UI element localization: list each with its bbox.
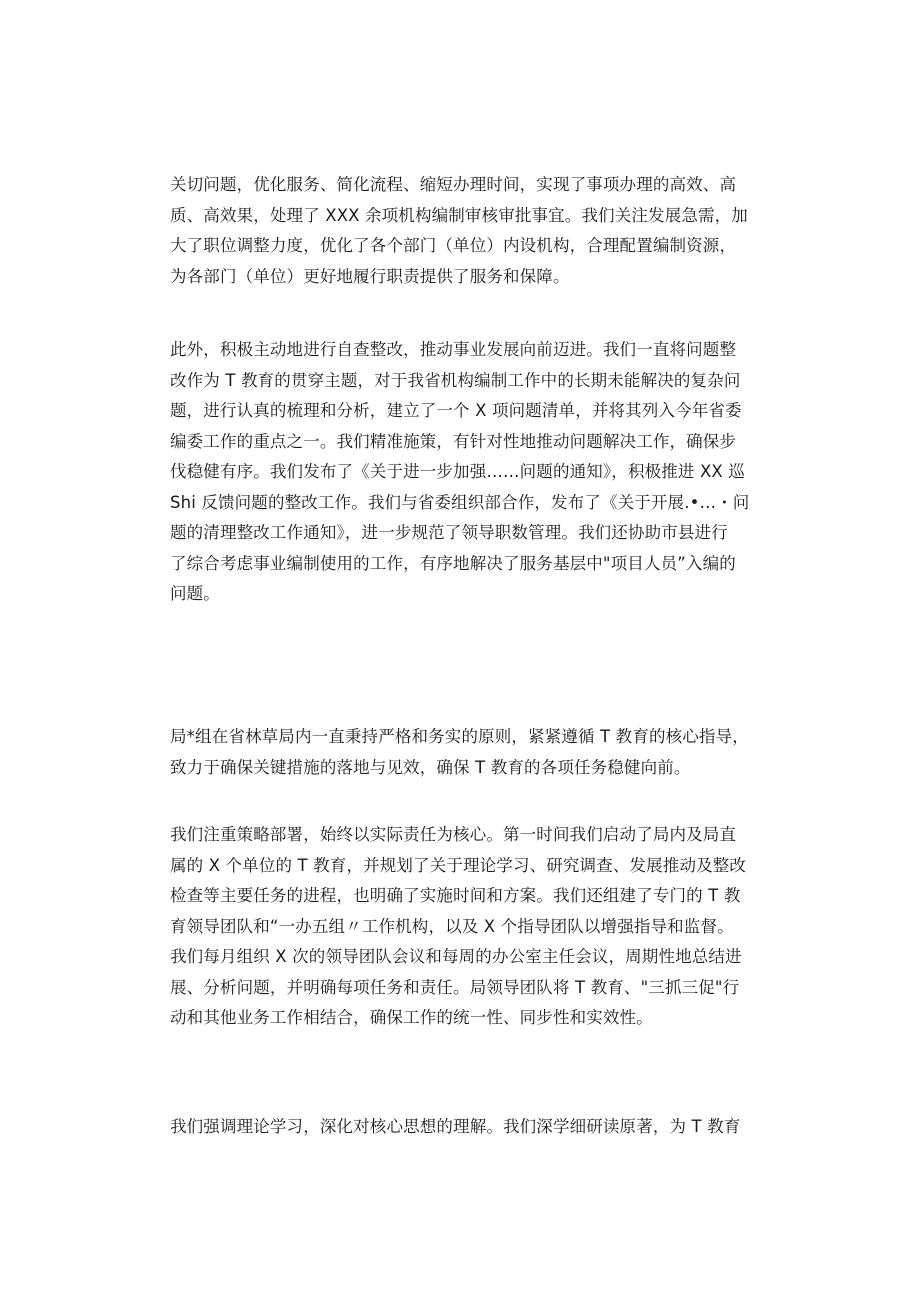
text-line: 此外，积极主动地进行自查整改，推动事业发展向前迈进。我们一直将问题整 <box>170 340 737 359</box>
text-line: 题，进行认真的梳理和分析，建立了一个 X 项问题清单，并将其列入今年省委 <box>170 401 742 420</box>
text-line: 编委工作的重点之一。我们精准施策，有针对性地推动问题解决工作，确保步 <box>170 431 737 451</box>
text-line: 伐稳健有序。我们发布了《关于进一步加强……问题的通知》，积极推进 XX 巡 <box>170 462 745 481</box>
text-line: 检查等主要任务的进程，也明确了实施时间和方案。我们还组建了专门的 T 教 <box>170 886 741 905</box>
text-line: 动和其他业务工作相结合，确保工作的统一性、同步性和实效性。 <box>170 1008 653 1027</box>
paragraph-theory-study <box>170 1112 775 1143</box>
text-line: 大了职位调整力度，优化了各个部门（单位）内设机构，合理配置编制资源， <box>170 236 737 255</box>
text-line: 育领导团队和“一办五组〃工作机构，以及 X 个指导团队以增强指导和监督。 <box>170 916 734 936</box>
paragraph-strategy-deployment <box>170 820 775 1034</box>
text-line: 题的清理整改工作通知》，进一步规范了领导职数管理。我们还协助市县进行 <box>170 523 728 542</box>
paragraph-bureau-principles <box>170 722 775 783</box>
paragraph-service-optimization <box>170 170 775 292</box>
text-line: 致力于确保关键措施的落地与见效，确保 T 教育的各项任务稳健向前。 <box>170 757 691 777</box>
text-line: 局*组在省林草局内一直秉持严格和务实的原则，紧紧遵循 T 教育的核心指导， <box>170 727 749 746</box>
paragraph-self-rectification <box>170 335 775 610</box>
text-line: Shi 反馈问题的整改工作。我们与省委组织部合作，发布了《关于开展.•…・问 <box>170 492 750 512</box>
text-line: 了综合考虑事业编制使用的工作，有序地解决了服务基层中"项目人员”入编的 <box>170 553 736 573</box>
text-line: 展、分析问题，并明确每项任务和责任。局领导团队将 T 教育、"三抓三促"行 <box>170 977 740 997</box>
text-line: 属的 X 个单位的 T 教育，并规划了关于理论学习、研究调查、发展推动及整改 <box>170 855 747 875</box>
text-line: 关切问题，优化服务、简化流程、缩短办理时间，实现了事项办理的高效、高 <box>170 175 737 194</box>
text-line: 我们注重策略部署，始终以实际责任为核心。第一时间我们启动了局内及局直 <box>170 825 737 844</box>
text-line: 问题。 <box>170 584 220 603</box>
text-line: 质、高效果，处理了 XXX 余项机构编制审核审批事宜。我们关注发展急需，加 <box>170 205 748 225</box>
text-line: 改作为 T 教育的贯穿主题，对于我省机构编制工作中的长期未能解决的复杂问 <box>170 370 741 390</box>
text-line: 为各部门（单位）更好地履行职责提供了服务和保障。 <box>170 266 570 286</box>
text-line: 我们强调理论学习，深化对核心思想的理解。我们深学细研读原著，为 T 教育 <box>170 1117 741 1136</box>
text-line: 我们每月组织 X 次的领导团队会议和每周的办公室主任会议，周期性地总结进 <box>170 947 742 966</box>
